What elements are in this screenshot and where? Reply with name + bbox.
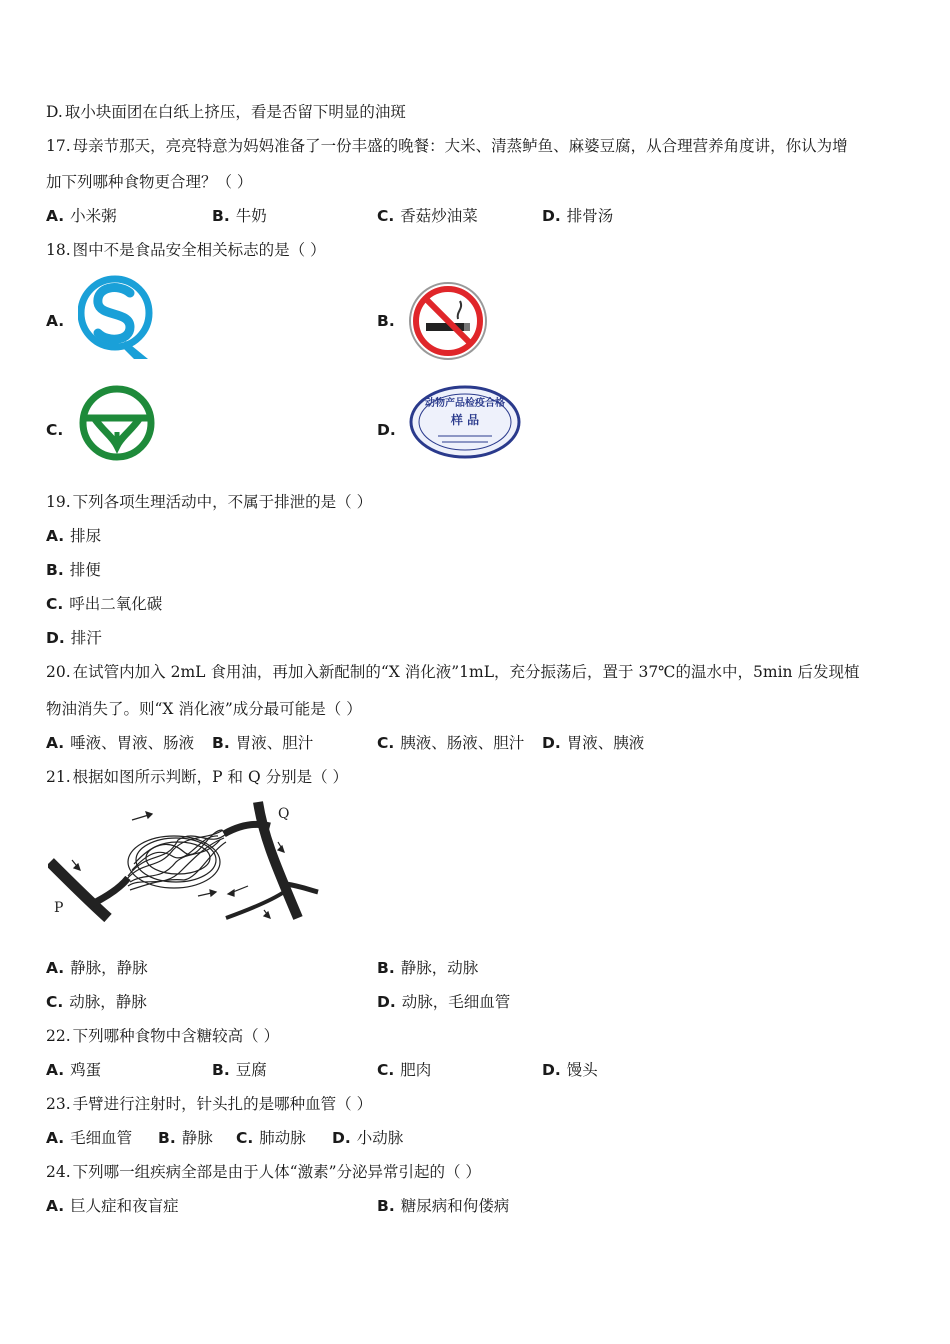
q24-option-b[interactable]: B. 糖尿病和佝偻病 — [377, 1197, 510, 1215]
q19-option-a[interactable]: A. 排尿 — [46, 527, 102, 545]
q23-option-a[interactable]: A. 毛细血管 — [46, 1129, 133, 1147]
q24-option-a[interactable]: A. 巨人症和夜盲症 — [46, 1197, 179, 1215]
figure-label-q: Q — [278, 806, 290, 822]
q23-stem: 23. 手臂进行注射时，针头扎的是哪种血管（ ） — [46, 1095, 373, 1113]
stamp-text-mid: 样 品 — [450, 413, 480, 427]
q23-option-d[interactable]: D. 小动脉 — [332, 1129, 404, 1147]
q17-option-a[interactable]: A. 小米粥 — [46, 207, 117, 225]
q24-stem: 24. 下列哪一组疾病全部是由于人体“激素”分泌异常引起的（ ） — [46, 1163, 481, 1181]
q20-option-a[interactable]: A. 唾液、胃液、肠液 — [46, 734, 195, 752]
green-food-logo-icon — [78, 384, 156, 462]
q20-option-c[interactable]: C. 胰液、肠液、胆汁 — [377, 734, 525, 752]
q18-option-a[interactable]: A. — [46, 312, 65, 330]
q23-option-b[interactable]: B. 静脉 — [158, 1129, 213, 1147]
figure-label-p: P — [54, 900, 64, 916]
q20-option-b[interactable]: B. 胃液、胆汁 — [212, 734, 314, 752]
q17-option-c[interactable]: C. 香菇炒油菜 — [377, 207, 478, 225]
q21-stem: 21. 根据如图所示判断，P 和 Q 分别是（ ） — [46, 768, 349, 786]
q21-option-d[interactable]: D. 动脉，毛细血管 — [377, 993, 511, 1011]
q22-option-d[interactable]: D. 馒头 — [542, 1061, 598, 1079]
q19-stem: 19. 下列各项生理活动中，不属于排泄的是（ ） — [46, 493, 373, 511]
q20-option-d[interactable]: D. 胃液、胰液 — [542, 734, 645, 752]
blood-vessel-diagram — [48, 800, 320, 922]
q19-option-c[interactable]: C. 呼出二氧化碳 — [46, 595, 163, 613]
q17-stem-line1: 17. 母亲节那天，亮亮特意为妈妈准备了一份丰盛的晚餐：大米、清蒸鲈鱼、麻婆豆腐，从合理营养角度讲，你认为增 — [46, 137, 848, 155]
q22-option-b[interactable]: B. 豆腐 — [212, 1061, 267, 1079]
qs-food-safety-logo-icon — [78, 275, 154, 361]
q21-option-a[interactable]: A. 静脉，静脉 — [46, 959, 148, 977]
q18-stem: 18. 图中不是食品安全相关标志的是（ ） — [46, 241, 326, 259]
q22-option-a[interactable]: A. 鸡蛋 — [46, 1061, 102, 1079]
q21-option-c[interactable]: C. 动脉，静脉 — [46, 993, 147, 1011]
q20-stem-line2: 物油消失了。则“X 消化液”成分最可能是（ ） — [46, 700, 362, 718]
q22-stem: 22. 下列哪种食物中含糖较高（ ） — [46, 1027, 280, 1045]
q17-stem-line2: 加下列哪种食物更合理？（ ） — [46, 173, 253, 191]
no-smoking-sign-icon — [408, 281, 488, 361]
q17-option-b[interactable]: B. 牛奶 — [212, 207, 267, 225]
animal-product-quarantine-stamp-icon — [408, 384, 522, 460]
q20-stem-line1: 20. 在试管内加入 2mL 食用油，再加入新配制的“X 消化液”1mL，充分振荡后，置于 37℃的温水中，5min 后发现植 — [46, 663, 860, 681]
q19-option-b[interactable]: B. 排便 — [46, 561, 101, 579]
q23-option-c[interactable]: C. 肺动脉 — [236, 1129, 306, 1147]
q22-option-c[interactable]: C. 肥肉 — [377, 1061, 432, 1079]
q16-option-d: D. 取小块面团在白纸上挤压，看是否留下明显的油斑 — [46, 103, 406, 121]
q18-option-b[interactable]: B. — [377, 312, 395, 330]
q19-option-d[interactable]: D. 排汗 — [46, 629, 102, 647]
q17-option-d[interactable]: D. 排骨汤 — [542, 207, 614, 225]
q18-option-c[interactable]: C. — [46, 421, 64, 439]
stamp-text-top: 动物产品检疫合格 — [425, 398, 505, 409]
q21-option-b[interactable]: B. 静脉，动脉 — [377, 959, 479, 977]
q18-option-d[interactable]: D. — [377, 421, 396, 439]
